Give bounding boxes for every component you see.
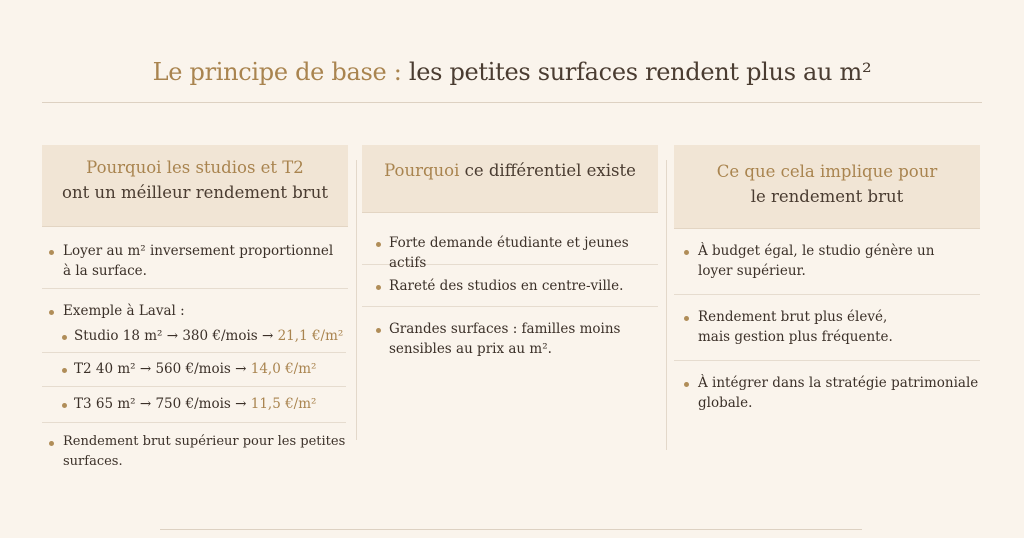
column-implications <box>674 145 980 421</box>
example-value: 14,0 €/m² <box>250 361 317 377</box>
bullet-icon <box>62 403 67 408</box>
title-rest: les petites surfaces rendent plus au m² <box>401 58 872 86</box>
column-header <box>674 145 980 229</box>
header-line-2: le rendement brut <box>750 187 904 206</box>
list-item <box>42 227 348 289</box>
list-item <box>362 213 658 271</box>
item-line: à la surface. <box>63 263 147 279</box>
page-title <box>0 58 1024 86</box>
item-line: loyer supérieur. <box>698 263 806 279</box>
item-line: sensibles au prix au m². <box>389 341 552 357</box>
example-text: T2 40 m² → 560 €/mois → <box>74 361 251 377</box>
item-line: Rendement brut plus élevé, <box>698 309 888 325</box>
column-why-studios <box>42 145 348 469</box>
bullet-icon <box>376 328 381 333</box>
bullet-icon <box>62 368 67 373</box>
bullet-icon <box>684 250 689 255</box>
header-line-1: Pourquoi les studios et T2 <box>86 158 304 177</box>
header-accent: Pourquoi <box>384 161 460 180</box>
item-line: Loyer au m² inversement proportionnel <box>63 243 334 259</box>
bullet-icon <box>684 382 689 387</box>
item-line: À budget égal, le studio génère un <box>698 243 935 259</box>
list-item <box>362 265 658 307</box>
footer-divider <box>160 529 862 530</box>
example-row <box>42 323 346 353</box>
bullet-icon <box>49 310 54 315</box>
column-why-differential <box>362 145 658 363</box>
title-accent: Le principe de base : <box>152 58 402 86</box>
bullet-icon <box>62 335 67 340</box>
item-line: Rareté des studios en centre-ville. <box>389 278 624 294</box>
example-text: T3 65 m² → 750 €/mois → <box>74 396 251 412</box>
column-header <box>362 145 658 213</box>
item-line: À intégrer dans la stratégie patrimoniale <box>698 375 979 391</box>
bullet-icon <box>49 441 54 446</box>
column-divider <box>356 160 357 440</box>
list-item <box>674 361 980 421</box>
bullet-icon <box>376 285 381 290</box>
item-line: Grandes surfaces : familles moins <box>389 321 621 337</box>
header-rest: ce différentiel existe <box>459 161 636 180</box>
list-item <box>674 295 980 361</box>
item-line: mais gestion plus fréquente. <box>698 329 893 345</box>
example-value: 21,1 €/m² <box>277 328 344 344</box>
example-text: Studio 18 m² → 380 €/mois → <box>74 328 278 344</box>
bullet-icon <box>684 316 689 321</box>
list-item <box>362 307 658 363</box>
bullet-icon <box>376 242 381 247</box>
list-item <box>674 229 980 295</box>
example-value: 11,5 €/m² <box>250 396 317 412</box>
bullet-icon <box>49 250 54 255</box>
header-line-1: Ce que cela implique pour <box>716 162 938 181</box>
item-line: globale. <box>698 395 753 411</box>
item-line: Exemple à Laval : <box>63 303 185 319</box>
column-header <box>42 145 348 227</box>
item-line: Forte demande étudiante et jeunes actifs <box>389 235 629 271</box>
header-line-2: ont un méilleur rendement brut <box>62 183 328 202</box>
list-item <box>42 423 382 469</box>
example-row <box>42 353 346 387</box>
column-divider <box>666 160 667 450</box>
example-row <box>42 387 346 423</box>
title-divider <box>42 102 982 103</box>
list-item <box>42 289 348 323</box>
item-line: Rendement brut supérieur pour les petites surfaces. <box>63 434 346 469</box>
